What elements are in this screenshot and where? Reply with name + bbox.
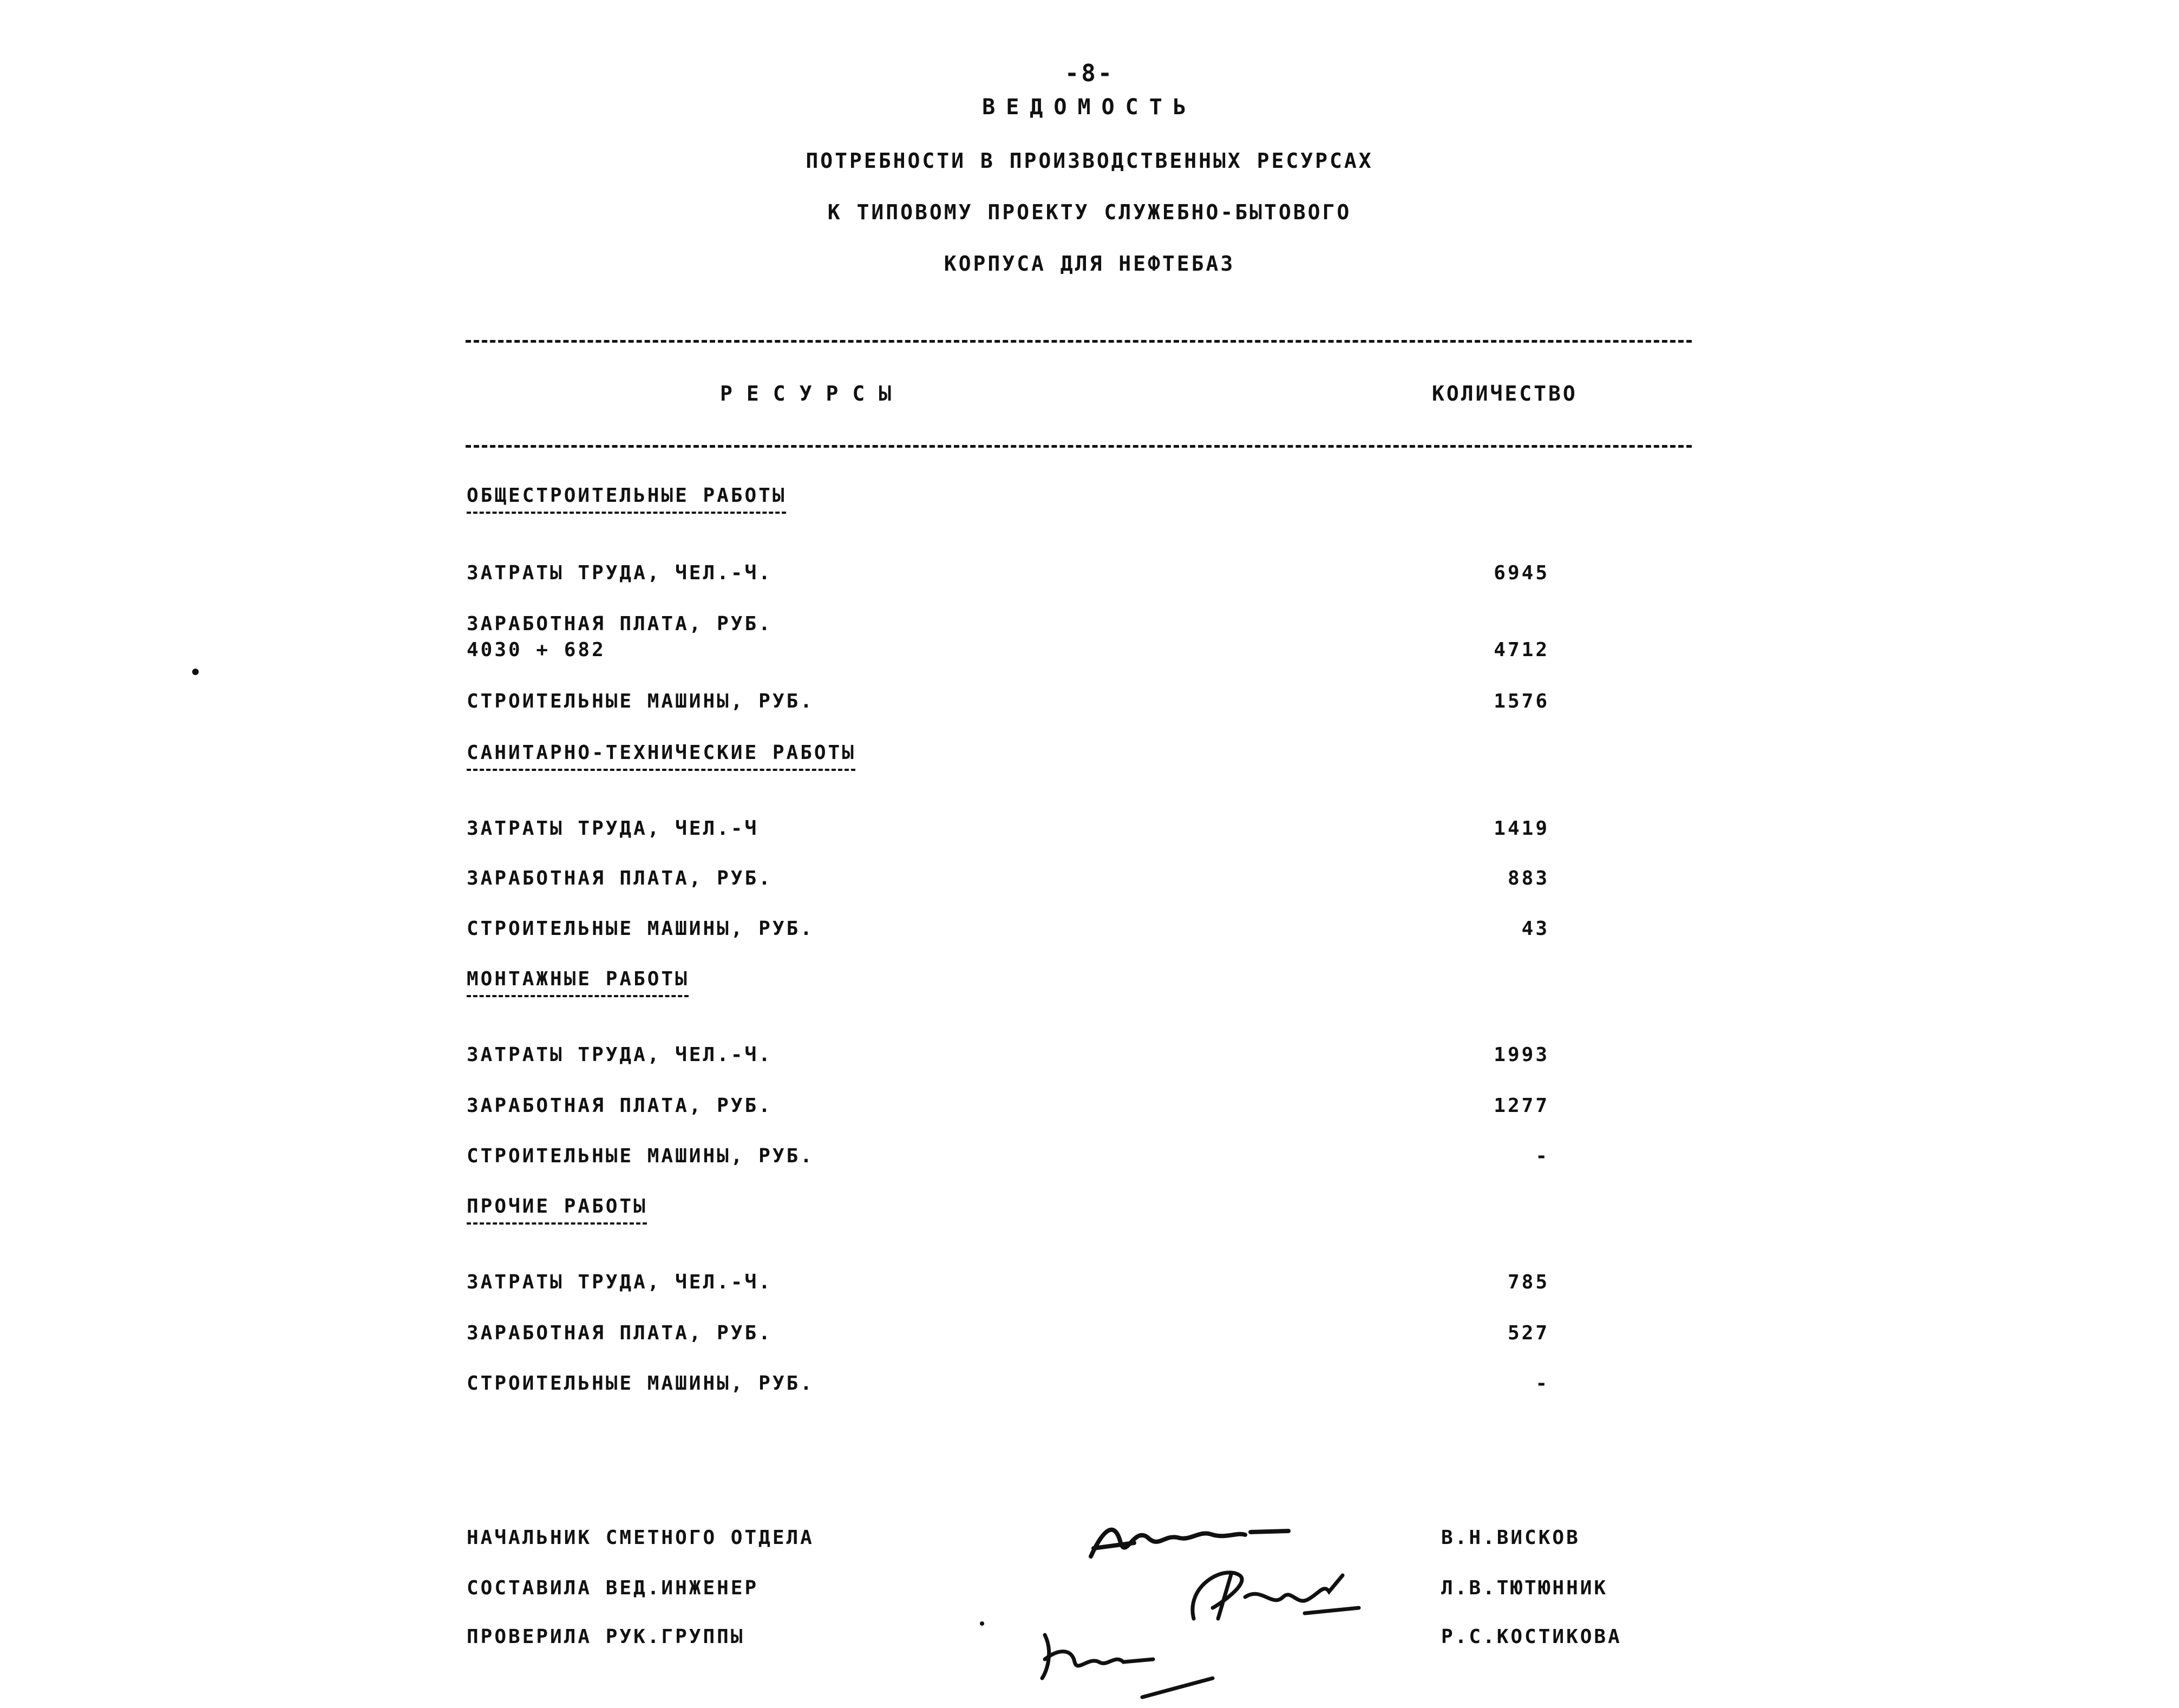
scan-speck xyxy=(980,1621,984,1626)
signature-role: ПРОВЕРИЛА РУК.ГРУППЫ xyxy=(467,1626,745,1648)
row-label: ЗАРАБОТНАЯ ПЛАТА, РУБ. xyxy=(467,1322,773,1344)
handwritten-signature-3 xyxy=(1034,1619,1229,1705)
signature-row xyxy=(467,1527,1658,1554)
table-top-rule xyxy=(466,340,1692,343)
section-title xyxy=(467,742,1690,769)
row-label: ЗАРАБОТНАЯ ПЛАТА, РУБ. xyxy=(467,1095,773,1117)
table-row xyxy=(467,1372,1690,1399)
row-value: - xyxy=(1535,1145,1549,1167)
section-title-text: САНИТАРНО-ТЕХНИЧЕСКИЕ РАБОТЫ xyxy=(467,742,856,764)
signature-role: СОСТАВИЛА ВЕД.ИНЖЕНЕР xyxy=(467,1577,759,1599)
section-title-text: МОНТАЖНЫЕ РАБОТЫ xyxy=(467,968,689,990)
row-label: СТРОИТЕЛЬНЫЕ МАШИНЫ, РУБ. xyxy=(467,690,814,712)
row-label: ЗАРАБОТНАЯ ПЛАТА, РУБ. xyxy=(467,613,773,635)
table-row xyxy=(467,867,1690,894)
table-row xyxy=(467,1322,1690,1349)
signature-role: НАЧАЛЬНИК СМЕТНОГО ОТДЕЛА xyxy=(467,1527,814,1549)
row-value: 527 xyxy=(1507,1322,1549,1344)
section-title xyxy=(467,1195,1690,1222)
table-row xyxy=(467,1271,1690,1298)
row-value: - xyxy=(1535,1372,1549,1395)
document-title: ВЕДОМОСТЬ xyxy=(982,95,1197,120)
document-subtitle-2: К ТИПОВОМУ ПРОЕКТУ СЛУЖЕБНО-БЫТОВОГО xyxy=(827,200,1352,224)
document-subtitle-3: КОРПУСА ДЛЯ НЕФТЕБАЗ xyxy=(944,252,1235,276)
row-value: 785 xyxy=(1507,1271,1549,1293)
section-title-text: ПРОЧИЕ РАБОТЫ xyxy=(467,1195,647,1218)
row-value: 1419 xyxy=(1494,817,1549,840)
row-label: СТРОИТЕЛЬНЫЕ МАШИНЫ, РУБ. xyxy=(467,1372,814,1395)
row-value: 6945 xyxy=(1494,562,1549,584)
column-header-resources: РЕСУРСЫ xyxy=(720,382,906,405)
row-label: ЗАТРАТЫ ТРУДА, ЧЕЛ.-Ч. xyxy=(467,562,773,584)
table-row xyxy=(467,1095,1690,1122)
scan-speck xyxy=(192,669,199,675)
row-label: ЗАРАБОТНАЯ ПЛАТА, РУБ. xyxy=(467,867,773,889)
row-value: 1993 xyxy=(1494,1044,1549,1066)
table-row xyxy=(467,1044,1690,1071)
row-value: 4712 xyxy=(1494,639,1549,661)
row-value: 1576 xyxy=(1494,690,1549,712)
row-value: 883 xyxy=(1507,867,1549,889)
signature-row xyxy=(467,1577,1658,1604)
section-title xyxy=(467,968,1690,995)
section-title-text: ОБЩЕСТРОИТЕЛЬНЫЕ РАБОТЫ xyxy=(467,485,787,507)
row-value: 1277 xyxy=(1494,1095,1549,1117)
row-label: ЗАТРАТЫ ТРУДА, ЧЕЛ.-Ч xyxy=(467,817,759,840)
signature-name: В.Н.ВИСКОВ xyxy=(1441,1527,1580,1549)
column-header-quantity: КОЛИЧЕСТВО xyxy=(1432,382,1578,405)
row-label: СТРОИТЕЛЬНЫЕ МАШИНЫ, РУБ. xyxy=(467,918,814,940)
table-row xyxy=(467,918,1690,945)
row-label: ЗАТРАТЫ ТРУДА, ЧЕЛ.-Ч. xyxy=(467,1271,773,1293)
row-value: 43 xyxy=(1521,918,1549,940)
table-row xyxy=(467,690,1690,717)
table-header-rule xyxy=(466,445,1692,448)
table-row xyxy=(467,817,1690,845)
table-row xyxy=(467,562,1690,589)
section-title xyxy=(467,485,1690,512)
row-label: ЗАТРАТЫ ТРУДА, ЧЕЛ.-Ч. xyxy=(467,1044,773,1066)
signature-name: Р.С.КОСТИКОВА xyxy=(1441,1626,1622,1648)
document-subtitle-1: ПОТРЕБНОСТИ В ПРОИЗВОДСТВЕННЫХ РЕСУРСАХ xyxy=(806,149,1373,173)
row-label: СТРОИТЕЛЬНЫЕ МАШИНЫ, РУБ. xyxy=(467,1145,814,1167)
page-number: -8- xyxy=(1064,60,1115,87)
row-sub-note: 4030 + 682 xyxy=(467,639,606,661)
signature-name: Л.В.ТЮТЮННИК xyxy=(1441,1577,1608,1599)
table-row xyxy=(467,1145,1690,1172)
